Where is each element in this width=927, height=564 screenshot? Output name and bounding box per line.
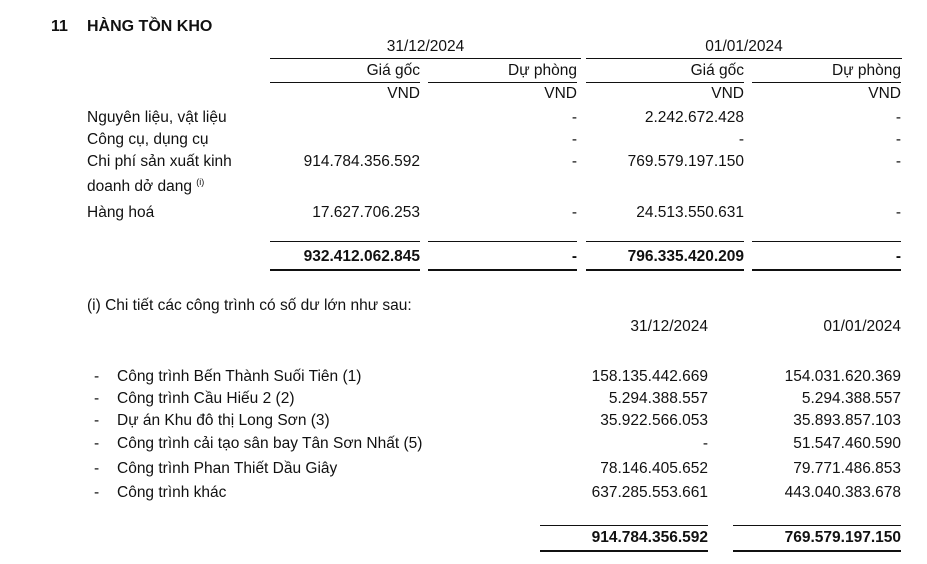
total-bottom-rule-1 [270,269,420,271]
list-bullet: - [94,390,100,407]
period-header-1: 31/12/2024 [386,38,465,55]
list-bullet: - [94,412,100,429]
note-total-bottom-rule-1 [540,550,708,552]
row-value: - [571,109,577,126]
list-value: 154.031.620.369 [784,368,901,385]
row-value: 17.627.706.253 [312,204,420,221]
period-header-2: 01/01/2024 [705,38,783,55]
note-total-value: 914.784.356.592 [591,529,708,546]
row-label: Chi phí sản xuất kinh [87,153,232,170]
row-value: - [895,153,901,170]
section-title: HÀNG TỒN KHO [87,18,213,35]
total-value: 932.412.062.845 [303,248,420,265]
row-value: - [571,204,577,221]
note-total-bottom-rule-2 [733,550,901,552]
section-number: 11 [51,18,68,35]
total-bottom-rule-2 [428,269,577,271]
col-header-cost-2: Giá gốc [690,62,744,79]
list-value: 443.040.383.678 [784,484,901,501]
row-value: 24.513.550.631 [636,204,744,221]
list-bullet: - [94,435,100,452]
col-header-cost-1: Giá gốc [366,62,420,79]
unit-1: VND [387,85,420,102]
unit-4: VND [868,85,901,102]
list-value: 158.135.442.669 [591,368,708,385]
col-rule-2 [428,82,577,83]
list-value: 35.893.857.103 [793,412,901,429]
list-item: Công trình khác [117,484,227,501]
period-rule-1 [270,58,581,59]
period-rule-2 [586,58,902,59]
unit-2: VND [544,85,577,102]
note-period-header-1: 31/12/2024 [630,318,708,335]
row-label: Hàng hoá [87,204,155,221]
row-value: 2.242.672.428 [644,109,744,126]
total-top-rule-4 [752,241,901,242]
row-value: - [571,153,577,170]
row-value: - [895,131,901,148]
total-bottom-rule-3 [586,269,744,271]
list-bullet: - [94,368,100,385]
col-rule-1 [270,82,420,83]
unit-3: VND [711,85,744,102]
note-heading: (i) Chi tiết các công trình có số dư lớn như sau: [87,297,412,314]
list-value: 78.146.405.652 [600,460,708,477]
list-bullet: - [94,460,100,477]
list-bullet: - [94,484,100,501]
note-reference: (i) [196,177,205,187]
row-label: Công cụ, dụng cụ [87,131,209,148]
list-value: 637.285.553.661 [591,484,708,501]
list-item: Công trình cải tạo sân bay Tân Sơn Nhất (5) [117,435,423,452]
total-value: - [571,248,577,265]
col-header-provision-1: Dự phòng [508,62,577,79]
total-value: 796.335.420.209 [627,248,744,265]
note-total-top-rule-1 [540,525,708,526]
note-total-value: 769.579.197.150 [784,529,901,546]
list-item: Công trình Bến Thành Suối Tiên (1) [117,368,362,385]
list-value: - [702,435,708,452]
total-top-rule-1 [270,241,420,242]
list-item: Dự án Khu đô thị Long Sơn (3) [117,412,330,429]
total-top-rule-2 [428,241,577,242]
row-label: Nguyên liệu, vật liệu [87,109,227,126]
total-value: - [895,248,901,265]
list-item: Công trình Cầu Hiếu 2 (2) [117,390,295,407]
col-rule-3 [586,82,744,83]
list-item: Công trình Phan Thiết Dầu Giây [117,460,338,477]
list-value: 5.294.388.557 [608,390,708,407]
row-value: 769.579.197.150 [627,153,744,170]
total-bottom-rule-4 [752,269,901,271]
row-label-continued: doanh dở dang $^{(i)}$ [87,177,205,195]
row-value: - [738,131,744,148]
col-header-provision-2: Dự phòng [832,62,901,79]
list-value: 5.294.388.557 [801,390,901,407]
list-value: 79.771.486.853 [793,460,901,477]
col-rule-4 [752,82,901,83]
row-value: - [571,131,577,148]
row-value: - [895,204,901,221]
row-value: 914.784.356.592 [303,153,420,170]
note-total-top-rule-2 [733,525,901,526]
total-top-rule-3 [586,241,744,242]
row-value: - [895,109,901,126]
list-value: 51.547.460.590 [793,435,901,452]
list-value: 35.922.566.053 [600,412,708,429]
note-period-header-2: 01/01/2024 [823,318,901,335]
